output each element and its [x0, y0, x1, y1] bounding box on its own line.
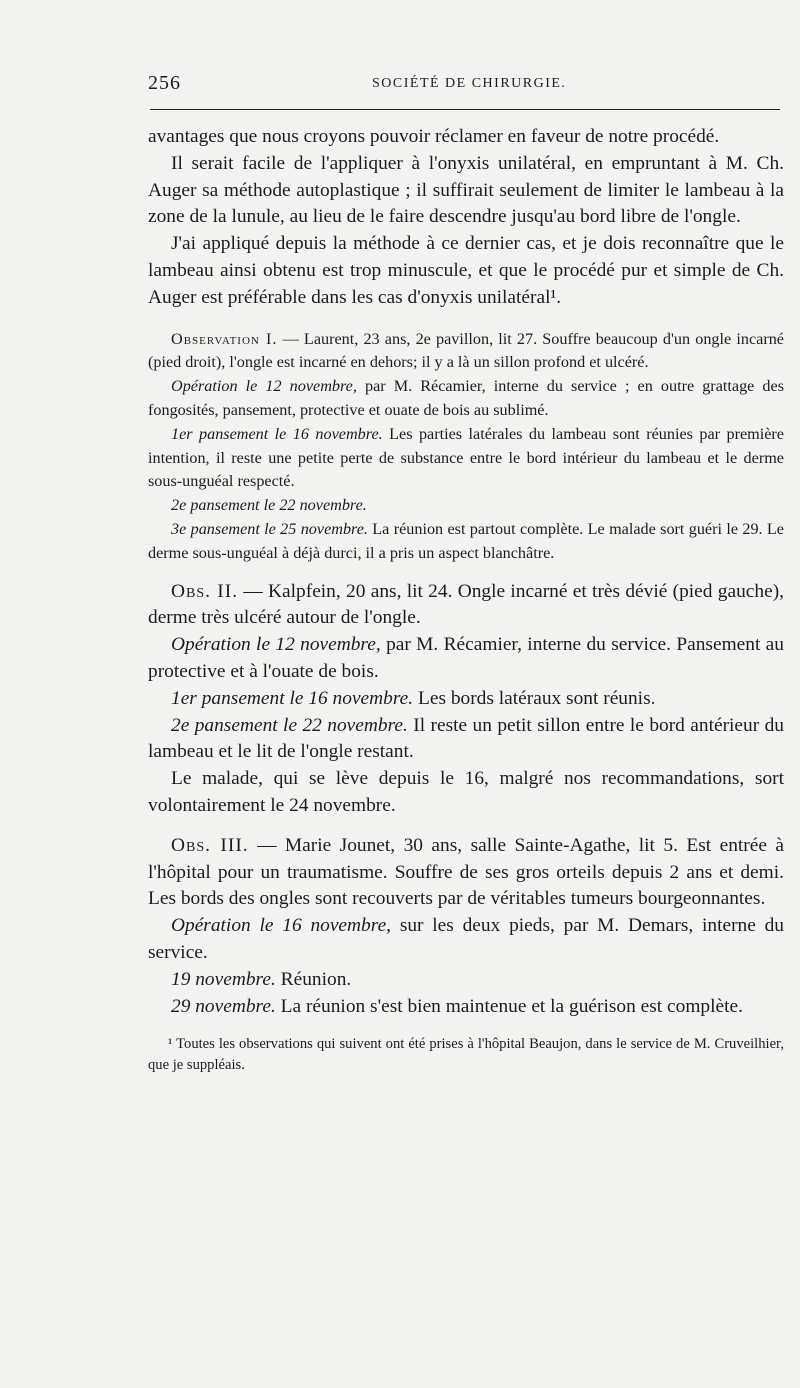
obs3-operation-text: sur les deux pieds, par M. Demars, interne du service.: [148, 915, 784, 963]
observation-2: [148, 579, 784, 820]
intro-paragraph-2: Il serait facile de l'appliquer à l'onyxis unilatéral, en empruntant à M. Ch. Auger sa méthode autoplastique ; il suffirait seulement de limiter le lambeau à la zone de la lunule, au lieu de le faire descendre jusqu'au bord libre de l'ongle.: [148, 152, 784, 228]
obs2-outcome: Le malade, qui se lève depuis le 16, malgré nos recommandations, sort volontairement le 24 novembre.: [148, 768, 784, 816]
obs3-followup-2: [148, 994, 784, 1021]
obs3-opening-text: — Marie Jounet, 30 ans, salle Sainte-Agathe, lit 5. Est entrée à l'hôpital pour un traumatisme. Souffre de ses gros orteils depuis 2 ans et demi. Les bords des ongles sont recouverts par de véritables tumeurs bourgeonnantes.: [148, 834, 784, 910]
obs1-operation-date: Opération le 12 novembre,: [171, 377, 357, 396]
page-number: 256: [148, 72, 181, 94]
page-body: [148, 124, 784, 1076]
obs2-label: Obs. II.: [171, 580, 239, 602]
obs3-operation: [148, 913, 784, 967]
obs1-dressing-2: [148, 494, 784, 518]
obs3-followup-1-text: Réunion.: [275, 968, 352, 990]
obs3-label: Obs. III.: [171, 834, 249, 856]
obs1-dressing-2-date: 2e pansement le 22 novembre.: [171, 496, 367, 515]
obs3-followup-2-date: 29 novembre.: [171, 995, 276, 1017]
obs2-operation-date: Opération le 12 novembre,: [171, 634, 381, 656]
footnote-text: ¹ Toutes les observations qui suivent ont été prises à l'hôpital Beaujon, dans le service de M. Cruveilhier, que je suppléais.: [148, 1036, 784, 1074]
obs1-opening-text: — Laurent, 23 ans, 2e pavillon, lit 27. Souffre beaucoup d'un ongle incarné (pied droit), l'ongle est incarné en dehors; il y a là un sillon profond et ulcéré.: [148, 329, 784, 372]
obs1-dressing-3: [148, 518, 784, 566]
obs1-dressing-3-date: 3e pansement le 25 novembre.: [171, 519, 368, 538]
obs3-followup-1: [148, 967, 784, 994]
observation-1: [148, 328, 784, 566]
obs2-opening-text: — Kalpfein, 20 ans, lit 24. Ongle incarné et très dévié (pied gauche), derme très ulcéré autour de l'ongle.: [148, 580, 784, 629]
obs3-opening: [148, 833, 784, 913]
obs2-dressing-1-date: 1er pansement le 16 novembre.: [171, 687, 414, 709]
obs1-operation: [148, 375, 784, 423]
intro-paragraph-1: avantages que nous croyons pouvoir réclamer en faveur de notre procédé.: [148, 126, 720, 147]
obs3-followup-2-text: La réunion s'est bien maintenue et la guérison est complète.: [275, 995, 743, 1017]
obs2-dressing-2-text: Il reste un petit sillon entre le bord antérieur du lambeau et le lit de l'ongle restant.: [148, 714, 784, 763]
header-rule: [150, 109, 780, 110]
obs1-label: Observation I.: [171, 329, 278, 348]
page-header: [148, 72, 784, 96]
obs1-dressing-1-text: Les parties latérales du lambeau sont réunies par première intention, il reste une petite perte de substance entre le bord intérieur du lambeau et le derme sous-unguéal respecté.: [148, 424, 784, 491]
obs1-dressing-1: [148, 423, 784, 494]
obs1-dressing-1-date: 1er pansement le 16 novembre.: [171, 424, 383, 443]
obs2-dressing-1-text: Les bords latéraux sont réunis.: [413, 687, 656, 709]
running-head: SOCIÉTÉ DE CHIRURGIE.: [372, 76, 567, 91]
obs2-operation-text: par M. Récamier, interne du service. Pansement au protective et à l'ouate de bois.: [148, 634, 784, 682]
obs2-operation: [148, 632, 784, 686]
obs3-followup-1-date: 19 novembre.: [171, 968, 276, 990]
obs1-opening: [148, 328, 784, 376]
obs2-dressing-1: [148, 686, 784, 713]
obs1-dressing-3-text: La réunion est partout complète. Le malade sort guéri le 29. Le derme sous-unguéal à déjà durci, il a pris un aspect blanchâtre.: [148, 519, 784, 562]
observation-3: [148, 833, 784, 1021]
obs2-dressing-2-date: 2e pansement le 22 novembre.: [171, 714, 408, 736]
obs3-operation-date: Opération le 16 novembre,: [171, 915, 392, 937]
obs2-dressing-2: [148, 713, 784, 767]
obs2-opening: [148, 579, 784, 633]
footnote: [148, 1034, 784, 1076]
obs1-operation-text: par M. Récamier, interne du service ; en outre grattage des fongosités, pansement, protective et ouate de bois au sublimé.: [148, 377, 784, 419]
intro-paragraph-3: J'ai appliqué depuis la méthode à ce dernier cas, et je dois reconnaître que le lambeau ainsi obtenu est trop minuscule, et que le procédé pur et simple de Ch. Auger est préférable dans les cas d'onyxis unilatéral¹.: [148, 233, 784, 308]
